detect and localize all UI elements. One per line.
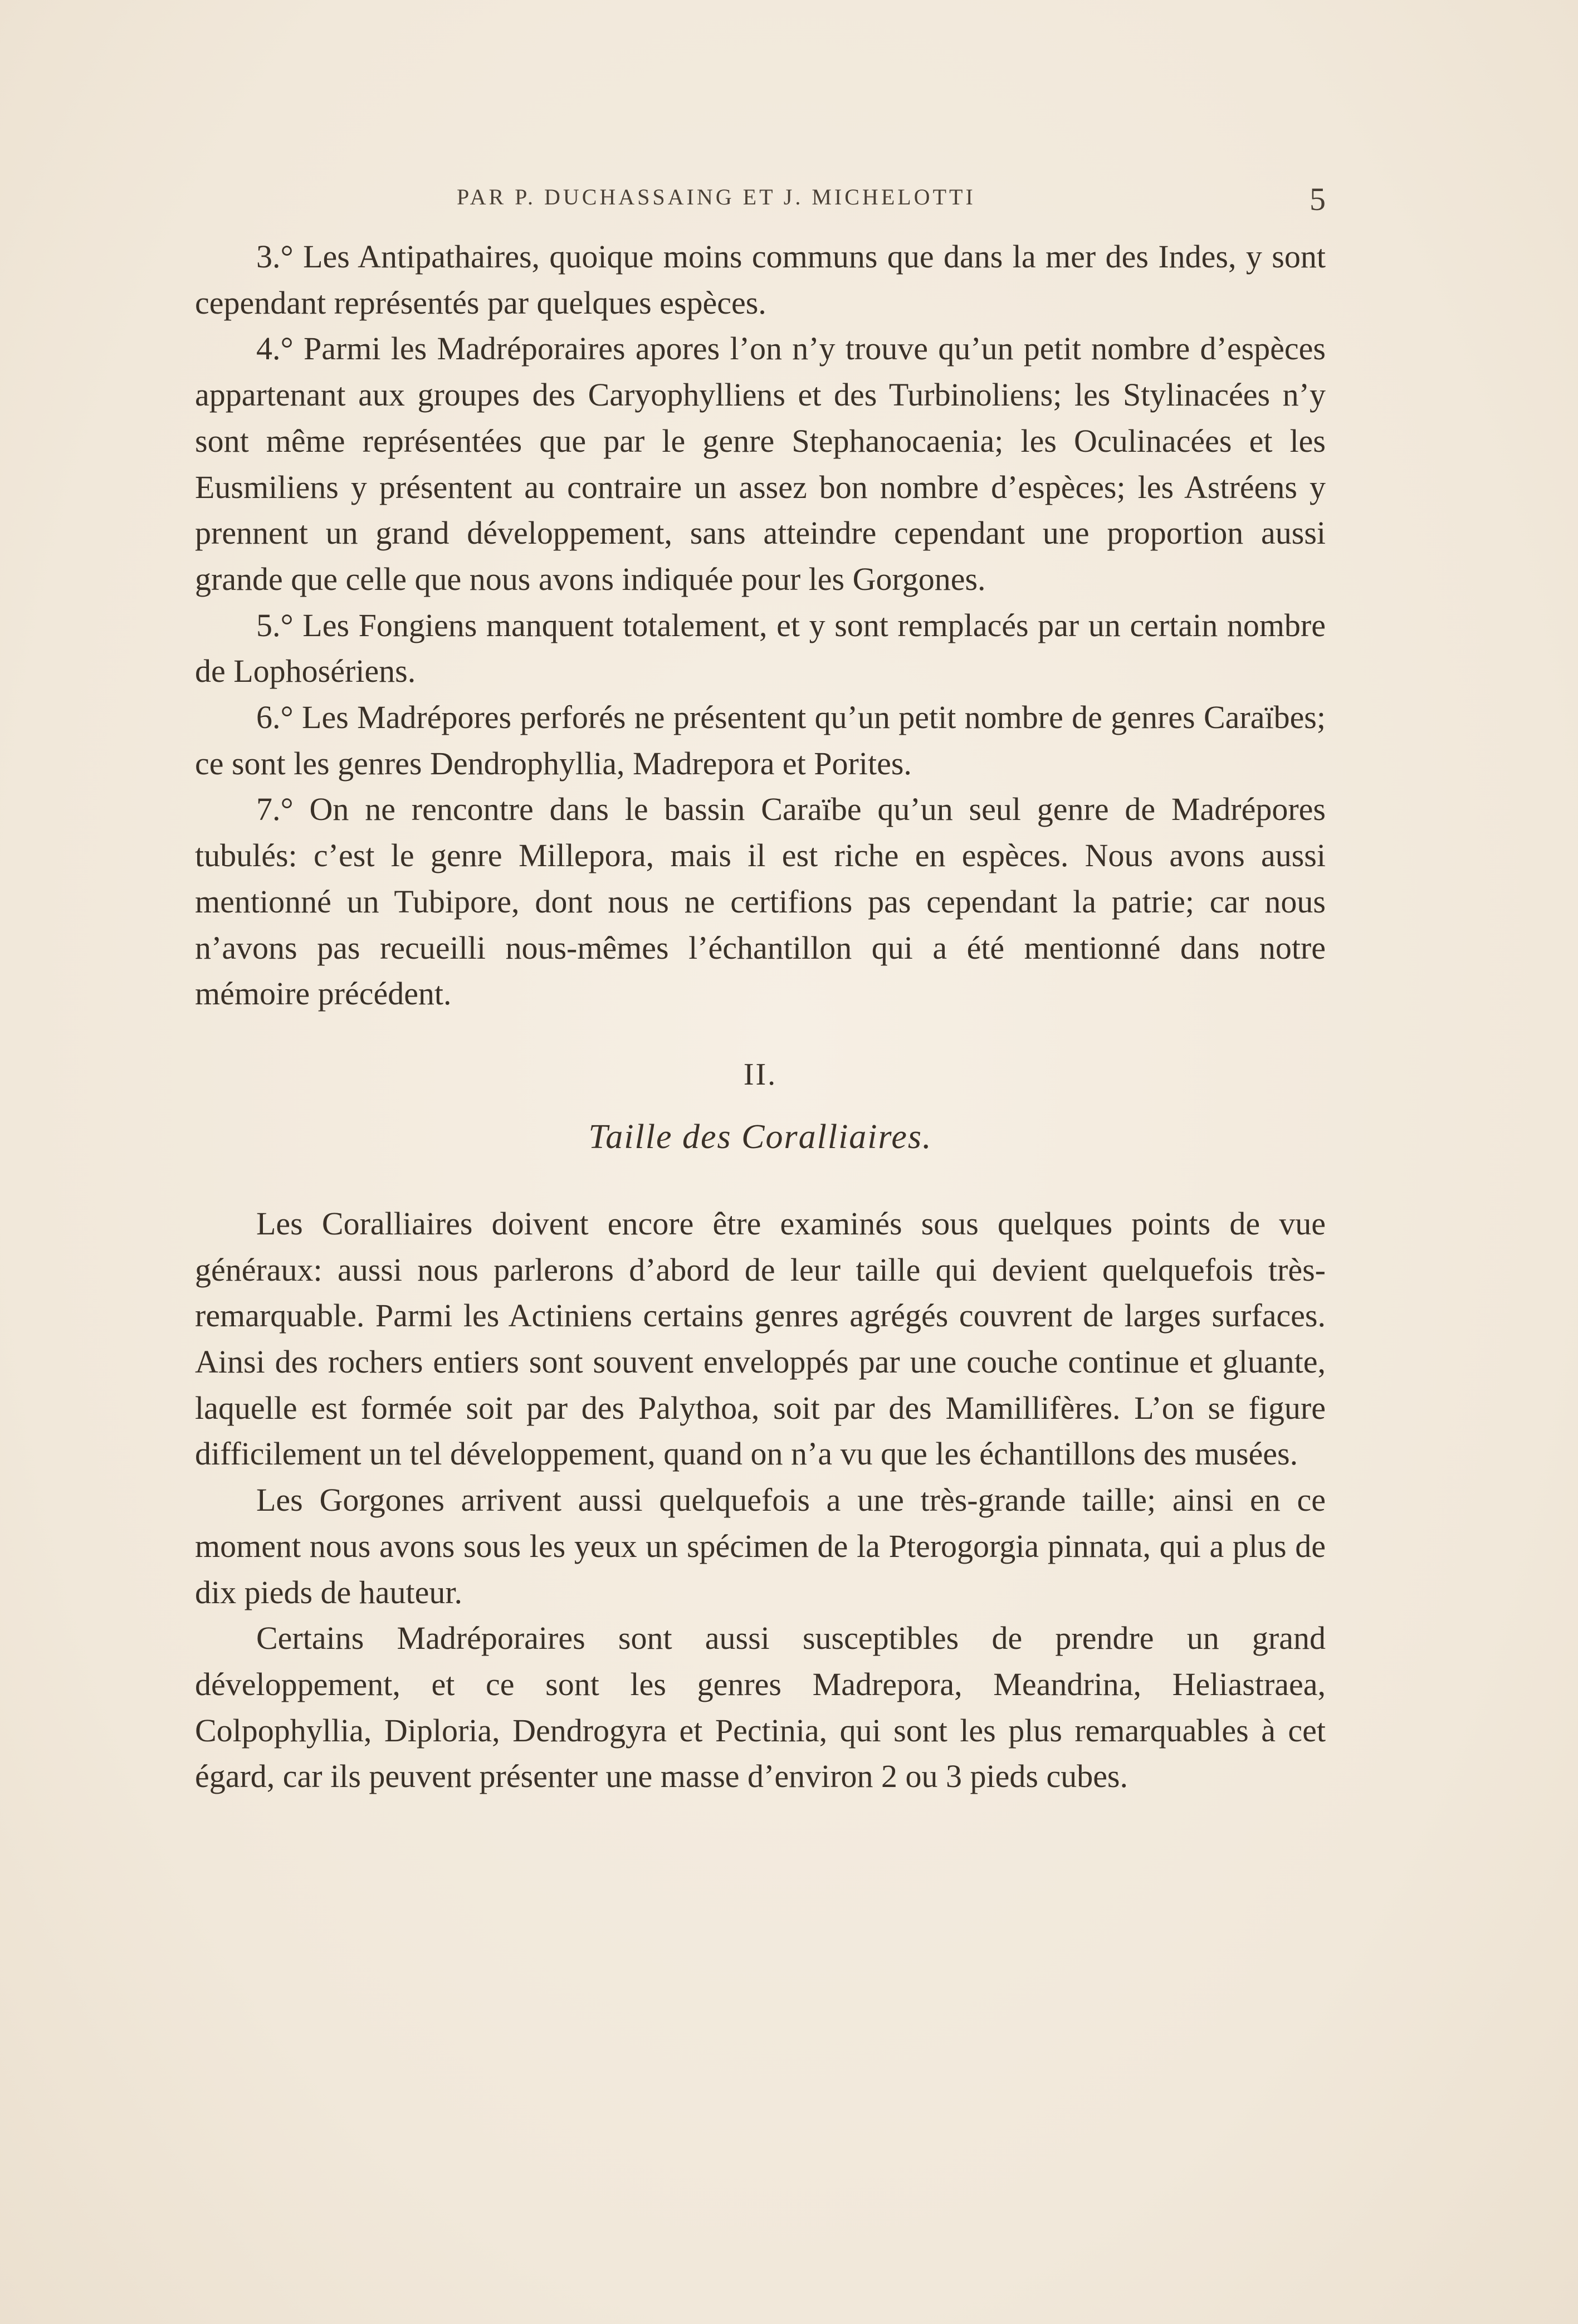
paragraph: 4.° Parmi les Madréporaires apores l’on n’y trouve qu’un petit nombre d’espèces appartenant aux groupes des Caryophylliens et des Turbinoliens; les Stylinacées n’y sont même représentées que par le genre Stephanocaenia; les Oculinacées et les Eusmiliens y présentent au contraire un assez bon nombre d’espèces; les Astréens y prennent un grand développement, sans atteindre cependant une proportion aussi grande que celle que nous avons indiquée pour les Gorgones. [195,330,1326,597]
paragraph: 6.° Les Madrépores perforés ne présentent qu’un petit nombre de genres Caraïbes; ce sont les genres Dendrophyllia, Madrepora et Porites. [195,699,1326,782]
body-text [195,234,1326,1800]
paragraph: 5.° Les Fongiens manquent totalement, et y sont remplacés par un certain nombre de Lophosériens. [195,607,1326,690]
section-number: II. [743,1057,778,1092]
paragraph: 7.° On ne rencontre dans le bassin Caraïbe qu’un seul genre de Madrépores tubulés: c’est le genre Millepora, mais il est riche en espèces. Nous avons aussi mentionné un Tubipore, dont nous ne certifions pas cependant la patrie; car nous n’avons pas recueilli nous-mêmes l’échantillon qui a été mentionné dans notre mémoire précédent. [195,791,1326,1012]
section-title: Taille des Coralliaires. [588,1117,932,1156]
page-header [195,181,1326,223]
page-number: 5 [1310,181,1326,217]
paragraph: Les Coralliaires doivent encore être examinés sous quelques points de vue généraux: aussi nous parlerons d’abord de leur taille qui devient quelquefois très-remarquable. Parmi les Actiniens certains genres agrégés couvrent de larges surfaces. Ainsi des rochers entiers sont souvent enveloppés par une couche continue et gluante, laquelle est formée soit par des Palythoa, soit par des Mamillifères. L’on se figure difficilement un tel développement, quand on n’a vu que les échantillons des musées. [195,1205,1326,1472]
paragraph: Certains Madréporaires sont aussi susceptibles de prendre un grand développement, et ce sont les genres Madrepora, Meandrina, Heliastraea, Colpophyllia, Diploria, Dendrogyra et Pectinia, qui sont les plus remarquables à cet égard, car ils peuvent présenter une masse d’environ 2 ou 3 pieds cubes. [195,1620,1326,1795]
paragraph: 3.° Les Antipathaires, quoique moins communs que dans la mer des Indes, y sont cependant représentés par quelques espèces. [195,238,1326,321]
running-head: PAR P. DUCHASSAING ET J. MICHELOTTI [457,184,976,209]
paragraph: Les Gorgones arrivent aussi quelquefois a une très-grande taille; ainsi en ce moment nous avons sous les yeux un spécimen de la Pterogorgia pinnata, qui a plus de dix pieds de hauteur. [195,1482,1326,1610]
